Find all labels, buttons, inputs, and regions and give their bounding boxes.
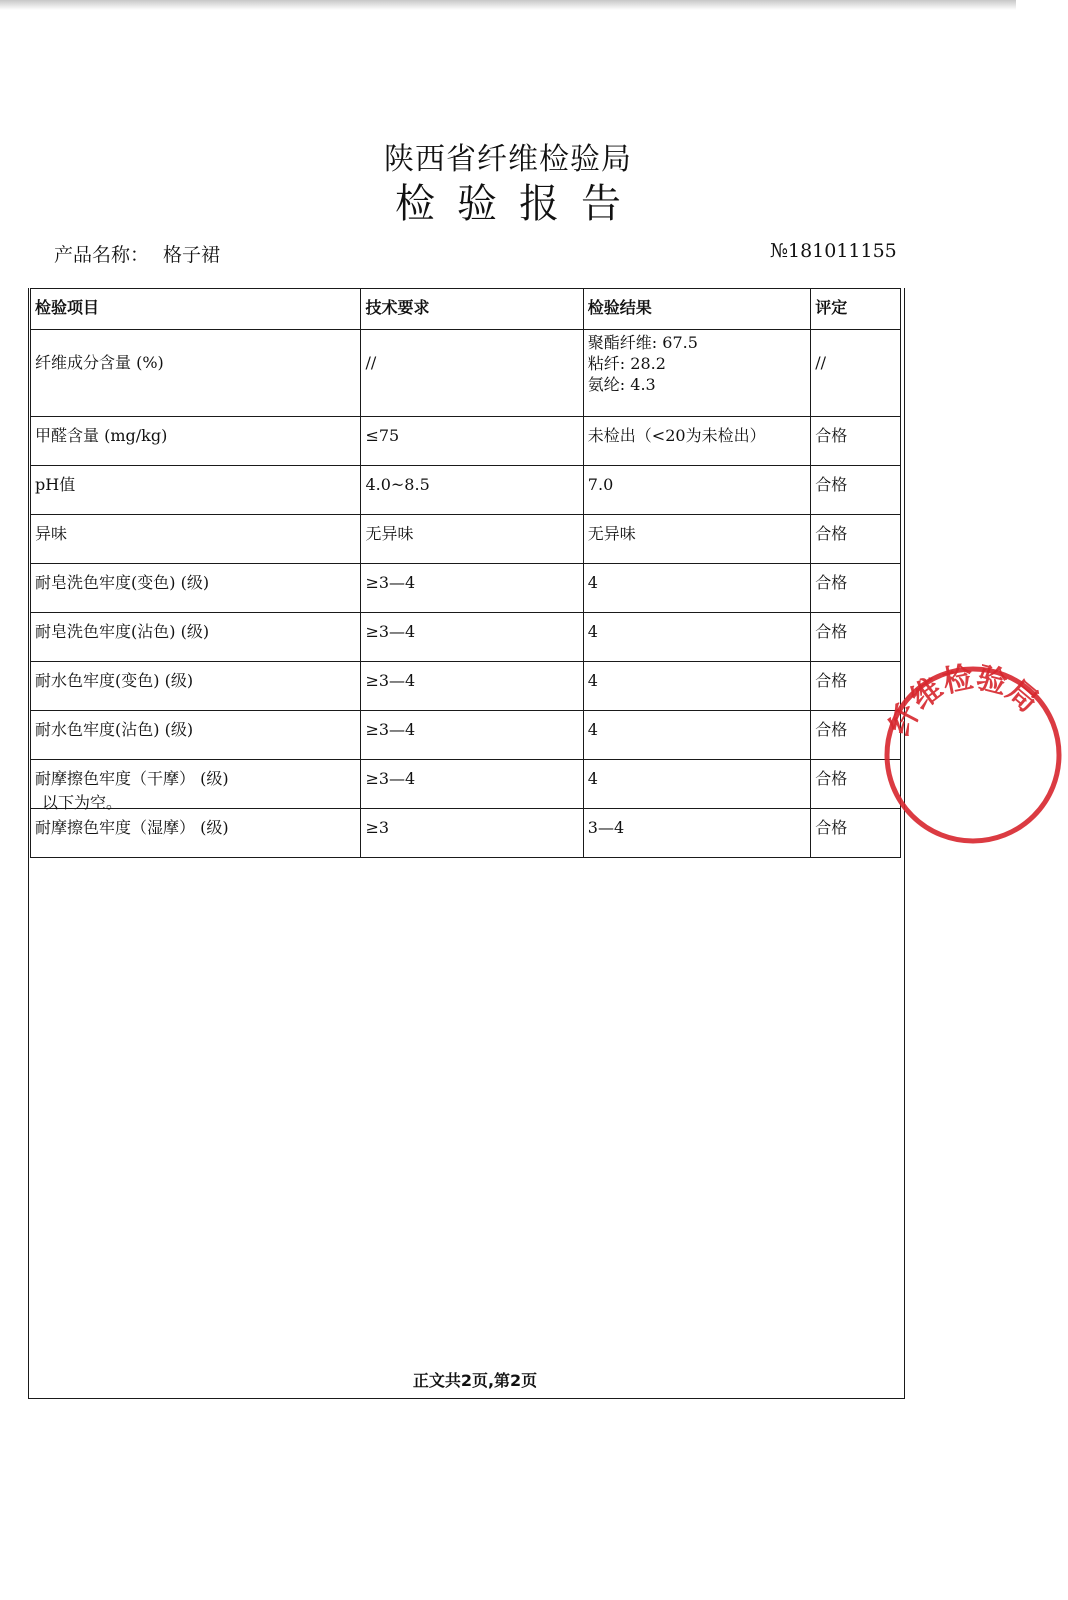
official-seal-stamp: [878, 660, 1068, 850]
column-header-verdict: 评定: [811, 289, 901, 330]
verdict-cell: 合格: [811, 613, 901, 662]
requirement-cell: ≥3—4: [361, 662, 583, 711]
result-cell: 无异味: [583, 515, 810, 564]
requirement-cell: [361, 330, 583, 417]
table-row: [31, 466, 901, 515]
item-cell: 耐皂洗色牢度(变色) (级): [31, 564, 361, 613]
requirement-text: //: [365, 353, 377, 372]
verdict-text: //: [815, 353, 827, 372]
verdict-cell: 合格: [811, 711, 901, 760]
verdict-cell: 合格: [811, 760, 901, 809]
verdict-cell: [811, 330, 901, 417]
table-row: [31, 711, 901, 760]
column-header-requirement: 技术要求: [361, 289, 583, 330]
result-cell: [583, 330, 810, 417]
verdict-cell: 合格: [811, 417, 901, 466]
table-header-row: [31, 289, 901, 330]
requirement-cell: 无异味: [361, 515, 583, 564]
scan-top-edge: [0, 0, 1016, 10]
result-cell: 7.0: [583, 466, 810, 515]
item-cell: 耐水色牢度(变色) (级): [31, 662, 361, 711]
result-cell: 4: [583, 613, 810, 662]
result-cell: 4: [583, 662, 810, 711]
requirement-cell: ≥3—4: [361, 760, 583, 809]
table-row: [31, 515, 901, 564]
result-cell: 4: [583, 564, 810, 613]
item-cell: 耐摩擦色牢度（湿摩） (级): [31, 809, 361, 858]
product-name-label: 产品名称：: [54, 244, 150, 266]
result-cell: 4: [583, 760, 810, 809]
table-row: [31, 809, 901, 858]
item-cell: 耐皂洗色牢度(沾色) (级): [31, 613, 361, 662]
verdict-cell: 合格: [811, 564, 901, 613]
column-header-item: 检验项目: [31, 289, 361, 330]
table-row: [31, 564, 901, 613]
table-row: [31, 760, 901, 809]
verdict-cell: 合格: [811, 515, 901, 564]
requirement-cell: ≥3: [361, 809, 583, 858]
item-cell: 耐水色牢度(沾色) (级): [31, 711, 361, 760]
item-text: 纤维成分含量 (%): [35, 353, 164, 372]
svg-text:纤维检验局: [883, 660, 1045, 741]
organization-name: 陕西省纤维检验局: [384, 142, 632, 177]
item-cell: [31, 330, 361, 417]
verdict-cell: 合格: [811, 466, 901, 515]
item-cell: pH值: [31, 466, 361, 515]
column-header-result: 检验结果: [583, 289, 810, 330]
fiber-component-viscose: 粘纤: 28.2: [587, 354, 666, 373]
verdict-cell: 合格: [811, 662, 901, 711]
requirement-cell: ≥3—4: [361, 711, 583, 760]
table-row: [31, 613, 901, 662]
result-cell: 4: [583, 711, 810, 760]
item-cell: 甲醛含量 (mg/kg): [31, 417, 361, 466]
requirement-cell: ≥3—4: [361, 564, 583, 613]
verdict-cell: 合格: [811, 809, 901, 858]
fiber-component-spandex: 氨纶: 4.3: [587, 375, 656, 394]
requirement-cell: ≥3—4: [361, 613, 583, 662]
item-cell: 异味: [31, 515, 361, 564]
inspection-results-table: [30, 288, 901, 858]
report-title: 检验报告: [395, 181, 643, 227]
page-footer: 正文共2页,第2页: [412, 1371, 538, 1390]
report-number: №181011155: [770, 240, 897, 262]
item-cell: 耐摩擦色牢度（干摩） (级): [31, 760, 361, 809]
seal-text: 纤维检验局: [882, 660, 1045, 742]
empty-below-note: 以下为空。: [42, 793, 123, 812]
requirement-cell: ≤75: [361, 417, 583, 466]
result-cell: 3—4: [583, 809, 810, 858]
product-name-line: [54, 240, 220, 267]
product-name-value: 格子裙: [163, 244, 221, 266]
result-cell: 未检出（<20为未检出）: [583, 417, 810, 466]
table-row: [31, 662, 901, 711]
requirement-cell: 4.0~8.5: [361, 466, 583, 515]
fiber-component-polyester: 聚酯纤维: 67.5: [587, 333, 698, 352]
table-row: [31, 330, 901, 417]
table-row: [31, 417, 901, 466]
